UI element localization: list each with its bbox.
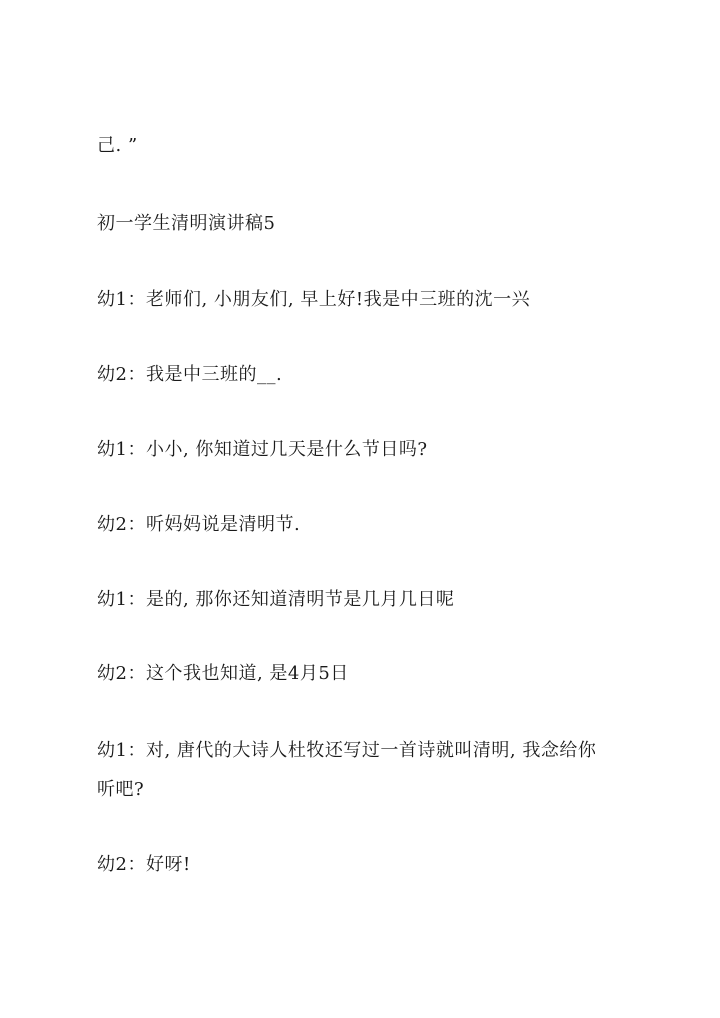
dialogue-line: 幼2：我是中三班的__. (97, 364, 283, 385)
dialogue-line: 幼2：好呀! (97, 854, 191, 875)
dialogue-line: 幼1：小小, 你知道过几天是什么节日吗? (97, 439, 428, 460)
dialogue-line: 幼1：对, 唐代的大诗人杜牧还写过一首诗就叫清明, 我念给你 (97, 740, 597, 761)
dialogue-line: 幼1：老师们, 小朋友们, 早上好!我是中三班的沈一兴 (97, 289, 531, 310)
dialogue-line: 幼2：这个我也知道, 是4月5日 (97, 663, 349, 684)
dialogue-line: 幼2：听妈妈说是清明节. (97, 514, 301, 535)
dialogue-line: 幼1：是的, 那你还知道清明节是几月几日呢 (97, 589, 455, 610)
dialogue-line-continuation: 听吧? (97, 779, 145, 800)
text-line-continuation: 己. ” (97, 135, 138, 156)
section-title: 初一学生清明演讲稿5 (97, 213, 276, 234)
